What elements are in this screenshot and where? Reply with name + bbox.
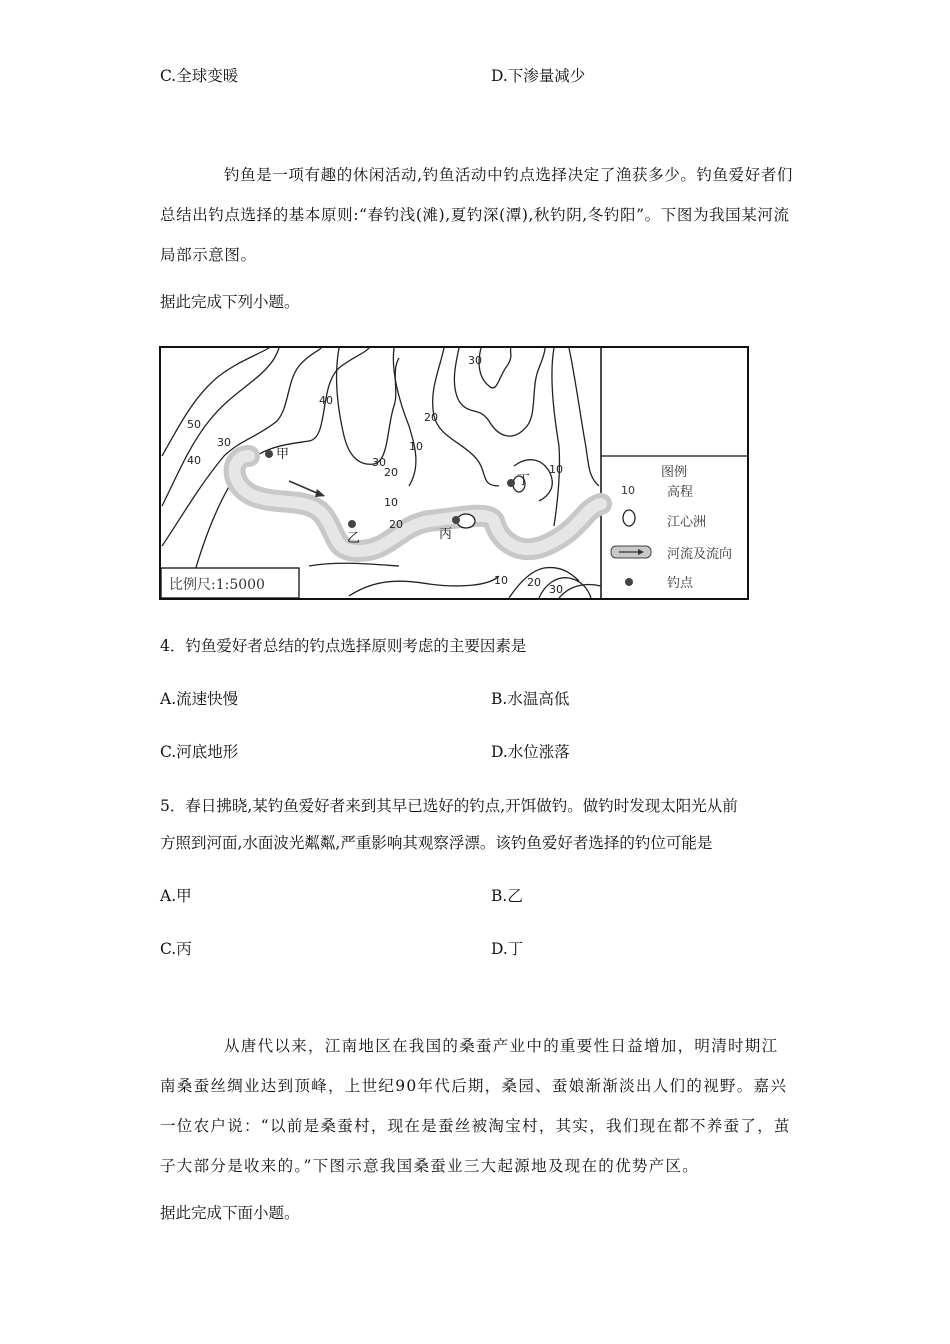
point-label-jia: 甲	[276, 447, 290, 462]
contour-label: 30	[217, 436, 231, 449]
contour-label: 40	[187, 454, 201, 467]
q5-option-b[interactable]: B.乙	[491, 887, 523, 905]
legend-island-icon	[623, 510, 635, 526]
legend-river: 河流及流向	[667, 547, 733, 562]
contour-label: 20	[384, 466, 398, 479]
contour-label: 30	[549, 583, 563, 596]
legend-island: 江心洲	[667, 515, 707, 530]
contour-label: 10	[494, 574, 508, 587]
q4-option-b[interactable]: B.水温高低	[491, 690, 570, 708]
contour-label: 30	[468, 354, 482, 367]
q4-option-a[interactable]: A.流速快慢	[160, 690, 239, 708]
prompt-2: 据此完成下面小题。	[160, 1204, 300, 1222]
q4-option-c[interactable]: C.河底地形	[160, 743, 239, 761]
q5-option-c[interactable]: C.丙	[160, 940, 192, 958]
fishing-point-yi	[348, 520, 356, 528]
q5-option-d[interactable]: D.丁	[491, 940, 524, 958]
contour-label: 10	[409, 440, 423, 453]
legend-elevation: 高程	[667, 485, 694, 500]
contour-label: 50	[187, 418, 201, 431]
scale-label: 比例尺:1:5000	[169, 577, 265, 593]
passage-fishing: 钓鱼是一项有趣的休闲活动,钓鱼活动中钓点选择决定了渔获多少。钓鱼爱好者们总结出钓点选择的基本原则:“春钓浅(滩),夏钓深(潭),秋钓阴,冬钓阳”。下图为我国某河流局部示意图。	[160, 166, 794, 264]
fishing-point-ding	[507, 479, 515, 487]
q4-option-d[interactable]: D.水位涨落	[491, 743, 570, 761]
q5-stem-line1: 5．春日拂晓,某钓鱼爱好者来到其早已选好的钓点,开饵做钓。做钓时发现太阳光从前	[160, 797, 738, 815]
fishing-point-jia	[265, 450, 273, 458]
point-label-ding: 丁	[517, 473, 531, 488]
contour-label: 10	[384, 496, 398, 509]
contour-label: 20	[527, 576, 541, 589]
contour-label: 20	[389, 518, 403, 531]
q5-stem-line2: 方照到河面,水面波光粼粼,严重影响其观察浮漂。该钓鱼爱好者选择的钓位可能是	[160, 834, 713, 852]
contour-label: 40	[319, 394, 333, 407]
point-label-bing: 丙	[439, 527, 453, 542]
legend-point: 钓点	[667, 576, 694, 591]
legend-point-icon	[625, 578, 633, 586]
option-c-prev: C.全球变暖	[160, 67, 239, 85]
contour-label: 30	[372, 456, 386, 469]
legend-elevation-sample: 10	[621, 484, 635, 497]
contour-label: 10	[549, 463, 563, 476]
option-d-prev: D.下渗量减少	[491, 67, 586, 85]
legend-title: 图例	[661, 465, 688, 480]
fishing-point-bing	[452, 516, 460, 524]
q5-option-a[interactable]: A.甲	[160, 887, 192, 905]
q4-stem: 4．钓鱼爱好者总结的钓点选择原则考虑的主要因素是	[160, 637, 527, 655]
prompt-1: 据此完成下列小题。	[160, 293, 300, 311]
contour-label: 20	[424, 411, 438, 424]
passage-sericulture: 从唐代以来，江南地区在我国的桑蚕产业中的重要性日益增加，明清时期江南桑蚕丝绸业达到顶峰，上世纪90年代后期，桑园、蚕娘渐渐淡出人们的视野。嘉兴一位农户说：“以前是桑蚕村，现在是蚕丝被淘宝村，其实，我们现在都不养蚕了，茧子大部分是收来的。”下图示意我国桑蚕业三大起源地及现在的优势产区。	[160, 1037, 791, 1175]
point-label-yi: 乙	[347, 531, 361, 546]
river-contour-map	[159, 346, 749, 600]
